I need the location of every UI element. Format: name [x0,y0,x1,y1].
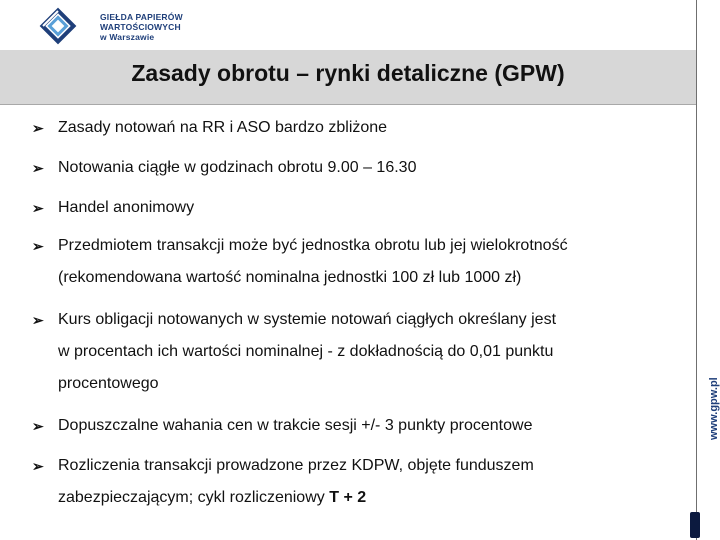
logo-line-3: w Warszawie [100,32,155,42]
arrow-bullet-icon: ➢ [32,418,44,434]
bullet-line: Zasady notowań na RR i ASO bardzo zbliżone [58,119,388,136]
bullet-line: (rekomendowana wartość nominalna jednostki 100 zł lub 1000 zł) [58,269,522,286]
bullet-line: Handel anonimowy [58,199,195,216]
bullet-line-text: zabezpieczającym; cykl rozliczeniowy [58,489,325,506]
gpw-logo-icon [38,6,78,46]
logo-line-1: GIEŁDA PAPIERÓW [100,12,183,22]
arrow-bullet-icon: ➢ [32,312,44,328]
bullet-line: Rozliczenia transakcji prowadzone przez KDPW, objęte funduszem [58,457,534,474]
arrow-bullet-icon: ➢ [32,120,44,136]
page-title: Zasady obrotu – rynki detaliczne (GPW) [131,60,565,86]
settlement-cycle: T + 2 [329,489,367,506]
arrow-bullet-icon: ➢ [32,238,44,254]
logo-text [100,12,183,42]
arrow-bullet-icon: ➢ [32,458,44,474]
logo-line-2: WARTOŚCIOWYCH [100,22,181,32]
website-label: www.gpw.pl [708,377,720,440]
bullet-line: Dopuszczalne wahania cen w trakcie sesji +/- 3 punkty procentowe [58,417,533,434]
page-indicator [690,512,700,538]
arrow-bullet-icon: ➢ [32,200,44,216]
bullet-line: Przedmiotem transakcji może być jednostka obrotu lub jej wielokrotność [58,237,568,254]
bullet-line [58,488,366,508]
arrow-bullet-icon: ➢ [32,160,44,176]
bullet-line: Notowania ciągłe w godzinach obrotu 9.00 – 16.30 [58,159,417,176]
right-rail [696,0,697,540]
bullet-line: w procentach ich wartości nominalnej - z dokładnością do 0,01 punktu [58,343,554,360]
bullet-line: procentowego [58,375,159,392]
gpw-logo [38,6,278,46]
bullet-line: Kurs obligacji notowanych w systemie notowań ciągłych określany jest [58,311,557,328]
